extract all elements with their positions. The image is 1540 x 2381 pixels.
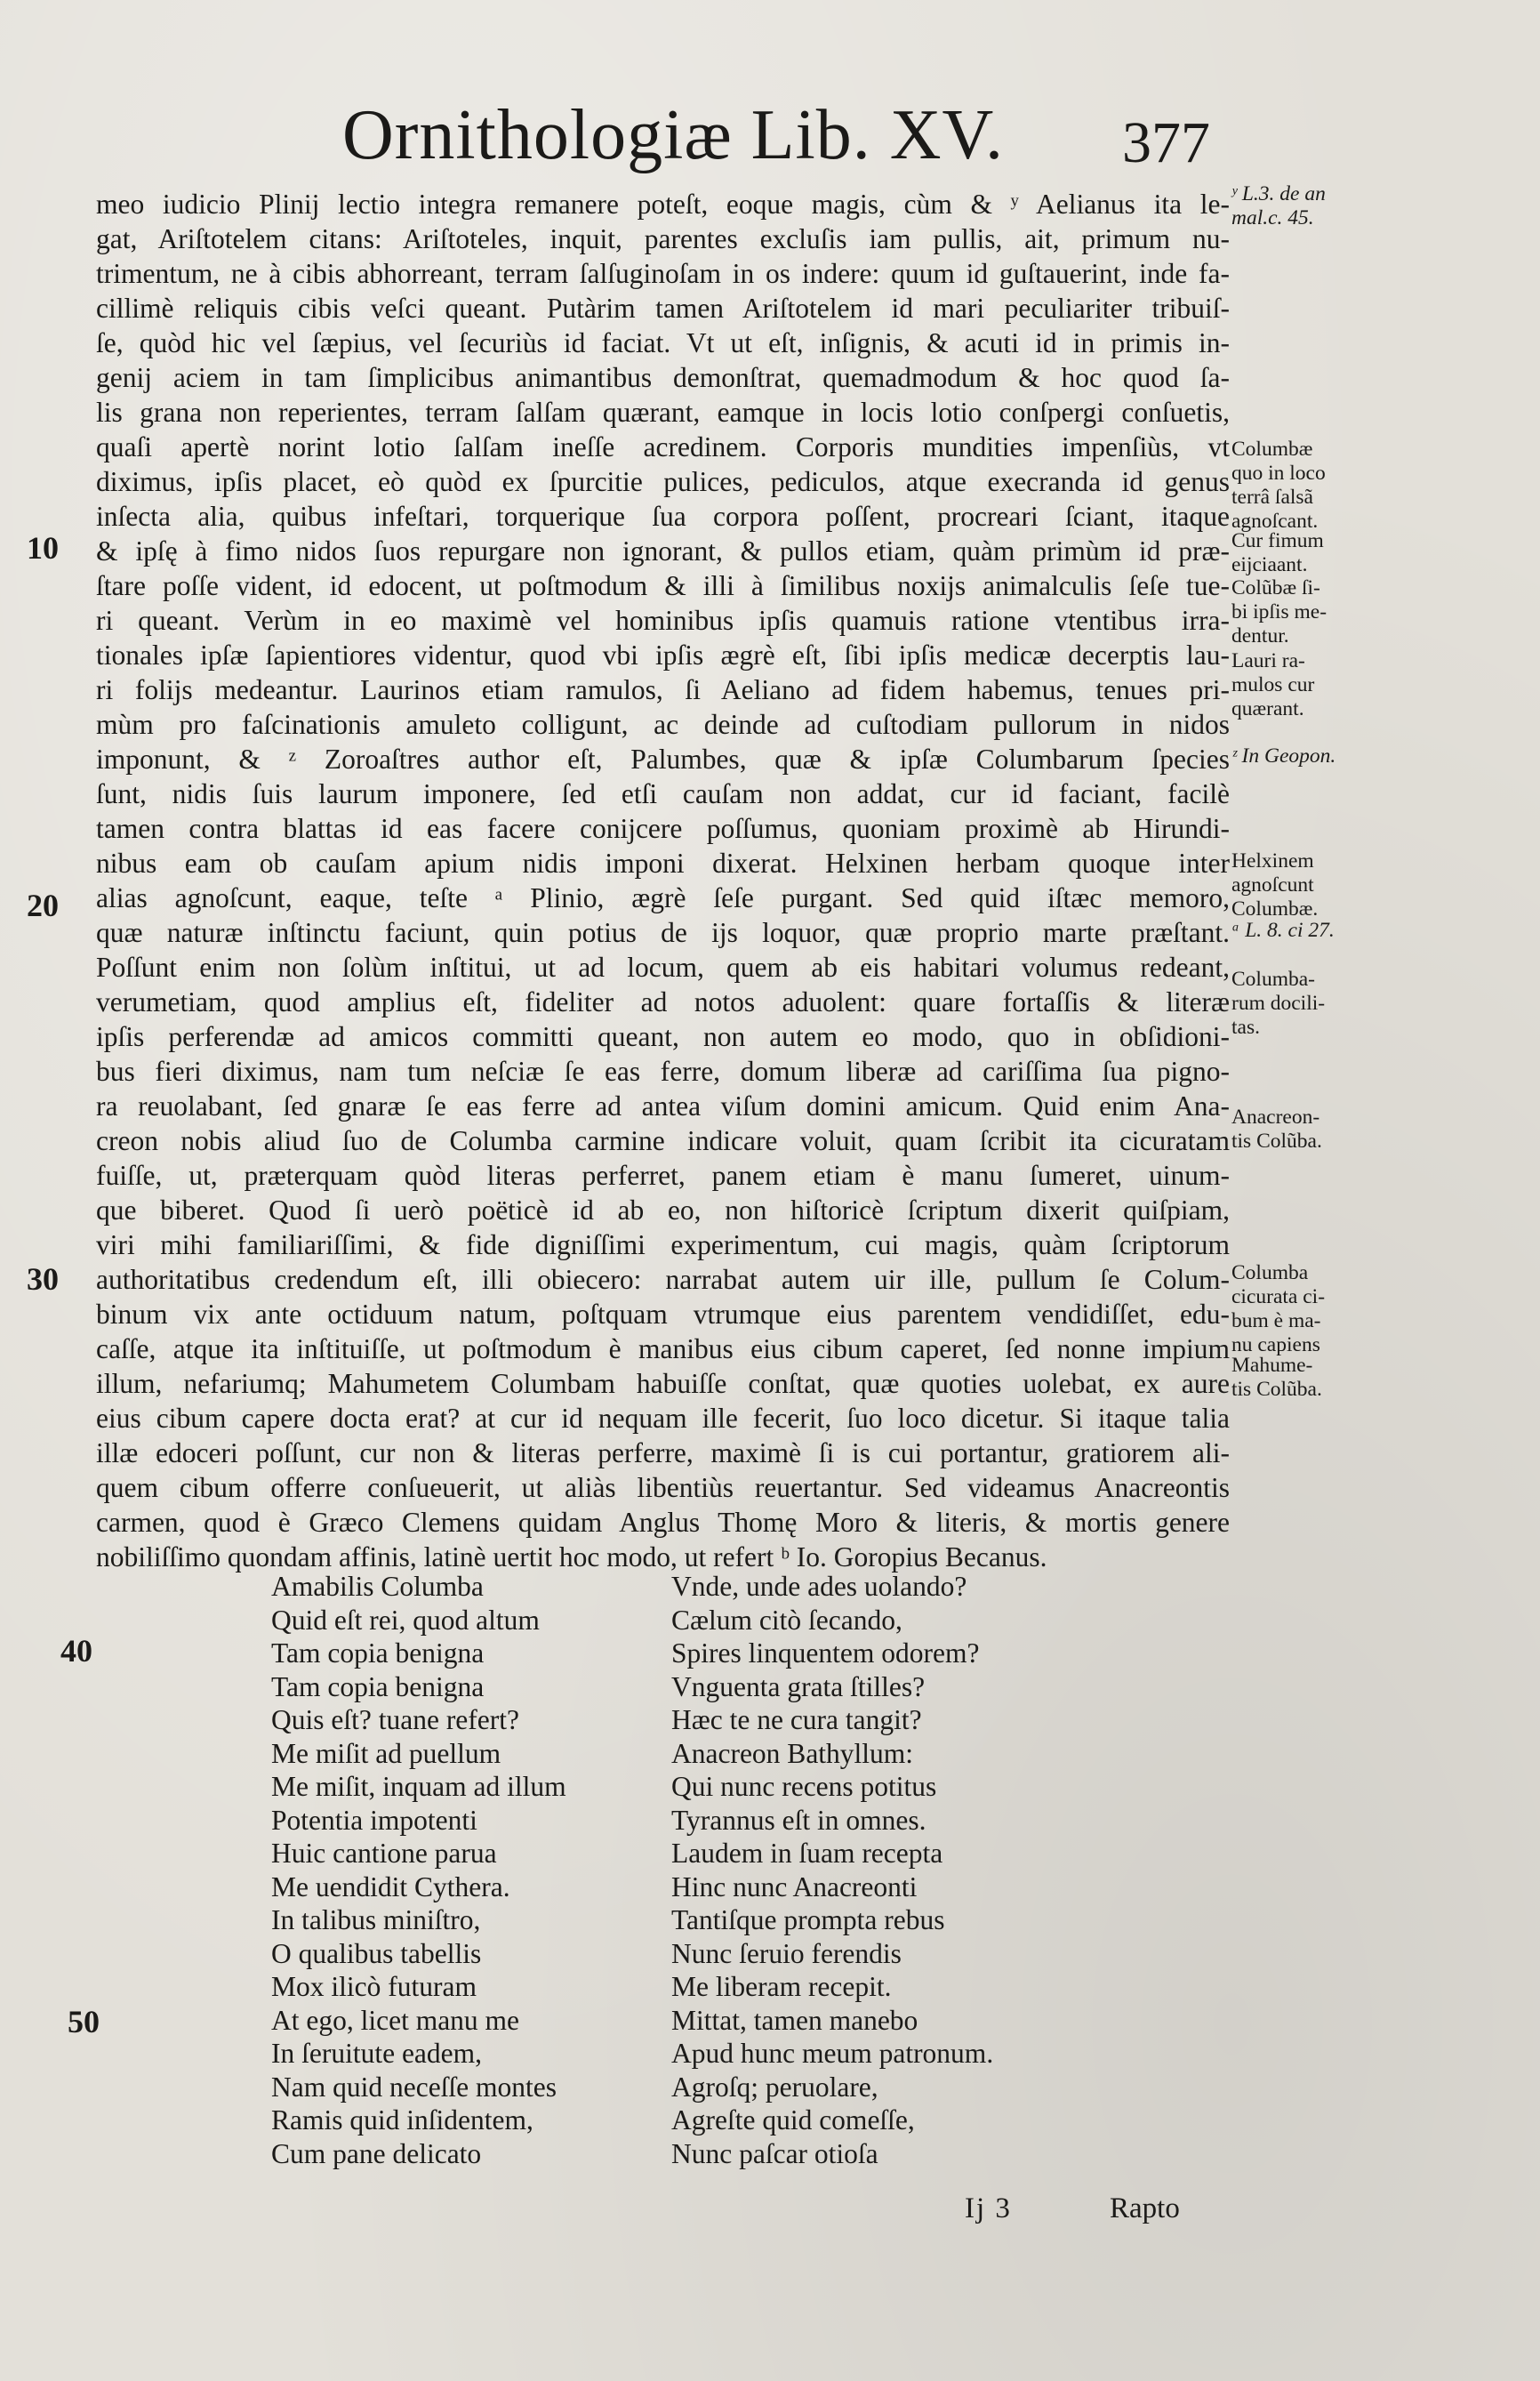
marginal-note xyxy=(1231,849,1534,921)
text-line: mùm pro faſcinationis amuleto colligunt, ac deinde ad cuſtodiam pullorum in nidos xyxy=(96,709,1230,740)
text-line: verumetiam, quod amplius eſt, fideliter ad notos aduolent: quare fortaſſis & literæ xyxy=(96,986,1230,1018)
marginal-note-line: Columba xyxy=(1231,1261,1309,1284)
text-line: bus fieri diximus, nam tum neſciæ ſe eas ferre, domum liberæ ad cariſſima ſua pigno- xyxy=(96,1056,1230,1087)
marginal-note-line: bum è ma- xyxy=(1231,1309,1321,1332)
poem-line: O qualibus tabellis xyxy=(271,1937,482,1969)
marginal-note-line: tis Colũba. xyxy=(1231,1130,1322,1153)
marginal-note xyxy=(1231,1106,1534,1154)
marginal-note-line: Columbæ xyxy=(1231,438,1313,461)
marginal-note-line: Mahume- xyxy=(1231,1354,1313,1377)
poem-line: Apud hunc meum patronum. xyxy=(671,2038,994,2069)
poem-line: Agroſq; peruolare, xyxy=(671,2071,878,2103)
line-number-40: 40 xyxy=(60,1633,92,1669)
poem-line: In talibus miniſtro, xyxy=(271,1904,481,1935)
signature-mark: Ij 3 xyxy=(965,2192,1012,2224)
line-number-30: 30 xyxy=(27,1261,59,1297)
poem-line: Spires linquentem odorem? xyxy=(671,1637,980,1669)
poem-line: Mittat, tamen manebo xyxy=(671,2004,918,2036)
marginal-note-line: Anacreon- xyxy=(1231,1106,1320,1129)
poem-line: Quis eſt? tuane refert? xyxy=(271,1704,519,1735)
poem-line: Nam quid neceſſe montes xyxy=(271,2071,557,2103)
poem-line: Ramis quid inſidentem, xyxy=(271,2104,533,2136)
text-line: ſe, quòd hic vel ſæpius, vel ſecuriùs id faciat. Vt ut eſt, inſignis, & acuti id in primis in- xyxy=(96,327,1230,358)
text-line: tionales ipſæ ſapientiores videntur, quod vbi ipſis ægrè eſt, ſibi ipſis medicæ decerptis lau- xyxy=(96,639,1230,671)
poem-line: Tyrannus eſt in omnes. xyxy=(671,1804,926,1836)
marginal-note xyxy=(1231,1261,1534,1357)
main-text-block xyxy=(96,187,1230,1574)
marginal-note-line: ʸ L.3. de an xyxy=(1231,182,1326,205)
text-line: genij aciem in tam ſimplicibus animantibus demonſtrat, quemadmodum & hoc quod ſa- xyxy=(96,362,1230,393)
marginal-note-line: ᵃ L. 8. ci 27. xyxy=(1231,919,1335,942)
poem-line: Quid eſt rei, quod altum xyxy=(271,1604,540,1636)
text-line: ra reuolabant, ſed gnaræ ſe eas ferre ad antea viſum domini amicum. Quid enim Ana- xyxy=(96,1090,1230,1122)
text-line: viri mihi familiariſſimi, & fide digniſſimi experimentum, cui magis, quàm ſcriptorum xyxy=(96,1229,1230,1260)
marginal-note xyxy=(1231,182,1534,230)
marginal-note xyxy=(1231,438,1534,534)
text-line: quæ naturæ inſtinctu faciunt, quin potius de ijs loquor, quæ proprio marte præſtant. xyxy=(96,917,1230,948)
marginal-note xyxy=(1231,1354,1534,1402)
marginal-note-line: agnoſcunt xyxy=(1231,873,1314,897)
poem-line: Amabilis Columba xyxy=(271,1571,484,1602)
text-line: creon nobis aliud ſuo de Columba carmine indicare voluit, quam ſcribit ita cicuratam xyxy=(96,1125,1230,1156)
text-line: Poſſunt enim non ſolùm inſtitui, ut ad locum, quem ab eis habitari volumus redeant, xyxy=(96,952,1230,983)
text-line: gat, Ariſtotelem citans: Ariſtoteles, inquit, parentes excluſis iam pullis, ait, primum nu- xyxy=(96,223,1230,254)
text-line: alias agnoſcunt, eaque, teſte ᵃ Plinio, ægrè ſeſe purgant. Sed quid iſtæc memoro, xyxy=(96,882,1230,913)
marginal-note-line: Helxinem xyxy=(1231,849,1314,873)
marginal-note-line: tis Colũba. xyxy=(1231,1378,1322,1401)
marginal-note-line: Lauri ra- xyxy=(1231,649,1305,672)
text-line: eius cibum capere docta erat? at cur id nequam ille fecerit, ſuo loco dicetur. Si itaque talia xyxy=(96,1403,1230,1434)
poem-line: Cælum citò ſecando, xyxy=(671,1604,902,1636)
page-number: 377 xyxy=(1122,110,1210,175)
poem-line: Nunc paſcar otioſa xyxy=(671,2137,878,2169)
marginal-note xyxy=(1231,744,1534,768)
text-line: lis grana non reperientes, terram ſalſam quærant, eamque in locis lotio conſpergi conſuetis, xyxy=(96,397,1230,428)
poem-line: Me liberam recepit. xyxy=(671,1971,892,2002)
poem-line: At ego, licet manu me xyxy=(271,2004,520,2036)
text-line: & ipſę à fimo nidos ſuos repurgare non ignorant, & pullos etiam, quàm primùm id præ- xyxy=(96,535,1230,567)
poem-right-column xyxy=(671,1570,993,2170)
running-title: Ornithologiæ Lib. XV. xyxy=(342,96,1005,174)
text-line: illum, nefariumq; Mahumetem Columbam habuiſſe conſtat, quæ quoties uolebat, ex aure xyxy=(96,1368,1230,1399)
text-line: nobiliſſimo quondam affinis, latinè uertit hoc modo, ut refert ᵇ Io. Goropius Becanus. xyxy=(96,1541,1047,1573)
poem-line: Agreſte quid comeſſe, xyxy=(671,2104,915,2136)
marginal-note-line: agnoſcant. xyxy=(1231,510,1319,533)
marginal-note-line: Columbæ. xyxy=(1231,897,1319,921)
poem-line: Huic cantione parua xyxy=(271,1838,497,1869)
poem-line: Potentia impotenti xyxy=(271,1804,477,1836)
poem-line: Vnguenta grata ſtilles? xyxy=(671,1670,926,1702)
poem-line: Me uendidit Cythera. xyxy=(271,1870,510,1902)
text-line: ſunt, nidis ſuis laurum imponere, ſed etſi cauſam non addat, cur id faciant, facilè xyxy=(96,778,1230,809)
poem-line: Tam copia benigna xyxy=(271,1637,485,1669)
poem-line: Tam copia benigna xyxy=(271,1670,485,1702)
poem-line: Mox ilicò futuram xyxy=(271,1971,477,2002)
line-number-10: 10 xyxy=(27,530,59,566)
line-number-50: 50 xyxy=(68,2004,100,2039)
text-line: nibus eam ob cauſam apium nidis imponi dixerat. Helxinen herbam quoque inter xyxy=(96,848,1230,879)
text-line: caſſe, atque ita inſtituiſſe, ut poſtmodum è manibus eius cibum caperet, ſed nonne impium xyxy=(96,1333,1230,1364)
text-line: inſecta alia, quibus infeſtari, torquerique ſua corpora poſſent, procreari ſciant, itaque xyxy=(96,501,1230,532)
text-line: meo iudicio Plinij lectio integra remanere poteſt, eoque magis, cùm & ʸ Aelianus ita le- xyxy=(96,189,1230,220)
text-line: authoritatibus credendum eſt, illi obiecero: narrabat autem uir ille, pullum ſe Colum- xyxy=(96,1264,1230,1295)
poem-line: Laudem in ſuam recepta xyxy=(671,1838,943,1869)
text-line: quem cibum offerre conſueuerit, ut aliàs libentiùs reuertantur. Sed videamus Anacreontis xyxy=(96,1472,1230,1503)
marginal-note-line: Columba- xyxy=(1231,968,1315,991)
poem-line: Qui nunc recens potitus xyxy=(671,1771,937,1802)
text-line: ri folijs medeantur. Laurinos etiam ramulos, ſi Aeliano ad fidem habemus, tenues pri- xyxy=(96,674,1230,705)
text-line: quaſi apertè norint lotio ſalſam ineſſe acredinem. Corporis mundities impenſiùs, vt xyxy=(96,431,1230,463)
marginal-note-line: quærant. xyxy=(1231,697,1304,720)
text-line: cillimè reliquis cibis veſci queant. Putàrim tamen Ariſtotelem id mari peculiariter tribuiſ- xyxy=(96,293,1230,324)
text-line: trimentum, ne à cibis abhorreant, terram ſalſuginoſam in os indere: quum id guſtauerint, inde fa- xyxy=(96,258,1230,289)
text-line: imponunt, & ᶻ Zoroaſtres author eſt, Palumbes, quæ & ipſæ Columbarum ſpecies xyxy=(96,744,1230,775)
poem-line: In ſeruitute eadem, xyxy=(271,2038,483,2069)
text-line: ri queant. Verùm in eo maximè vel hominibus ipſis quamuis ratione vtentibus irra- xyxy=(96,605,1230,636)
marginal-note-line: ᶻ In Geopon. xyxy=(1231,744,1336,768)
marginal-note-line: terrâ ſalsã xyxy=(1231,486,1313,509)
marginal-note xyxy=(1231,919,1534,943)
marginal-note-line: eijciaant. xyxy=(1231,553,1308,576)
marginal-note-line: mal.c. 45. xyxy=(1231,206,1314,229)
text-line: fuiſſe, ut, præterquam quòd literas perferret, panem etiam è manu ſumeret, uinum- xyxy=(96,1160,1230,1191)
marginal-note xyxy=(1231,529,1534,577)
marginal-note-line: nu capiens xyxy=(1231,1333,1320,1356)
text-line: illæ edoceri poſſunt, cur non & literas perferre, maximè ſi is cui portantur, gratiorem ali- xyxy=(96,1437,1230,1468)
poem-line: Me miſit ad puellum xyxy=(271,1737,501,1769)
poem-line: Me miſit, inquam ad illum xyxy=(271,1771,566,1802)
marginal-note-line: tas. xyxy=(1231,1016,1260,1039)
poem-line: Anacreon Bathyllum: xyxy=(671,1737,914,1769)
marginal-note xyxy=(1231,576,1534,648)
marginal-note-line: dentur. xyxy=(1231,624,1289,648)
marginal-note-line: Colũbæ ſi- xyxy=(1231,576,1320,599)
poem-line: Vnde, unde ades uolando? xyxy=(671,1571,967,1602)
line-number-20: 20 xyxy=(27,888,59,923)
marginal-note-line: bi ipſis me- xyxy=(1231,600,1327,623)
marginal-note-line: cicurata ci- xyxy=(1231,1285,1326,1308)
text-line: diximus, ipſis placet, eò quòd ex ſpurcitie pulices, pediculos, atque execranda id genus xyxy=(96,466,1230,497)
poem-line: Hinc nunc Anacreonti xyxy=(671,1870,918,1902)
poem-line: Cum pane delicato xyxy=(271,2137,482,2169)
marginal-note-line: mulos cur xyxy=(1231,673,1315,696)
poem-line: Tantiſque prompta rebus xyxy=(671,1904,945,1935)
marginal-note xyxy=(1231,649,1534,721)
poem-left-column xyxy=(271,1570,566,2170)
poem-line: Nunc ſeruio ferendis xyxy=(671,1937,902,1969)
text-line: que biberet. Quod ſi uerò poëticè id ab eo, non hiſtoricè ſcriptum dixerit quiſpiam, xyxy=(96,1195,1230,1226)
text-line: carmen, quod è Græco Clemens quidam Anglus Thomę Moro & literis, & mortis genere xyxy=(96,1507,1230,1538)
marginal-note-line: quo in loco xyxy=(1231,462,1326,485)
marginal-note-line: Cur fimum xyxy=(1231,529,1324,552)
text-line: tamen contra blattas id eas facere conijcere poſſumus, quoniam proximè ab Hirundi- xyxy=(96,813,1230,844)
marginal-note xyxy=(1231,968,1534,1040)
marginal-note-line: rum docili- xyxy=(1231,992,1326,1015)
text-line: ſtare poſſe vident, id edocent, ut poſtmodum & illi à ſimilibus noxijs animalculis ſeſe tue- xyxy=(96,570,1230,601)
text-line: ipſis perferendæ ad amicos committi queant, non autem eo modo, quo in obſidioni- xyxy=(96,1021,1230,1052)
poem-line: Hæc te ne cura tangit? xyxy=(671,1704,922,1735)
text-line: binum vix ante octiduum natum, poſtquam vtrumque eius parentem vendidiſſet, edu- xyxy=(96,1299,1230,1330)
catchword: Rapto xyxy=(1110,2192,1180,2224)
